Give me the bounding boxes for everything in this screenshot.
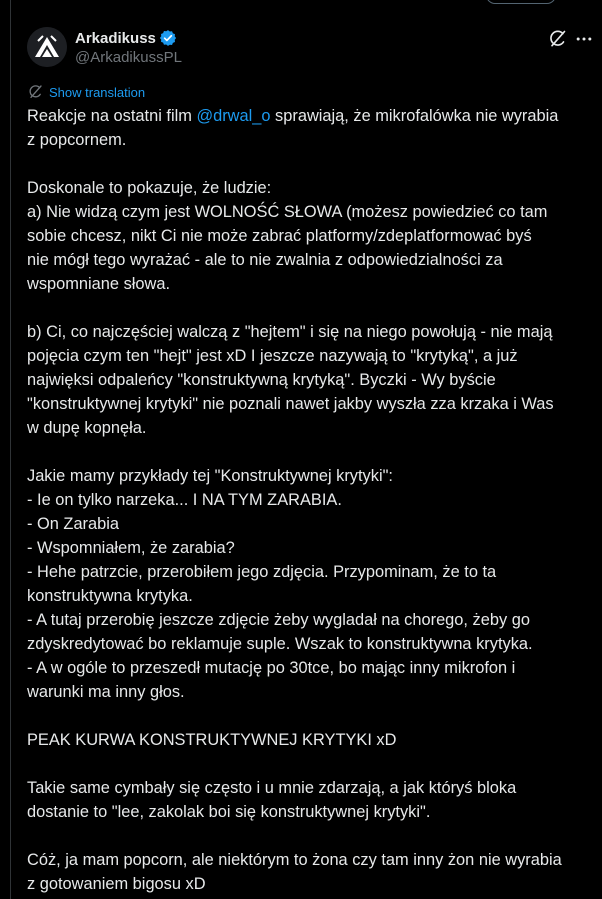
tweet-header bbox=[27, 27, 597, 69]
tweet-line: Reakcje na ostatni film @drwal_o sprawiają, że mikrofalówka nie wyrabia bbox=[27, 107, 559, 125]
tweet-lines bbox=[27, 128, 599, 896]
tweet-line: z popcornem. bbox=[27, 131, 127, 149]
tweet-line: - A w ogóle to przeszedł mutację po 30tce, bo mając inny mikrofon i bbox=[27, 659, 516, 677]
show-translation-link[interactable] bbox=[27, 84, 145, 100]
tweet-blank-line bbox=[27, 704, 599, 728]
grok-translate-icon bbox=[27, 84, 43, 100]
more-button[interactable] bbox=[573, 28, 595, 50]
tweet-line: zdyskredytować bo reklamuje suple. Wszak to konstruktywna krytyka. bbox=[27, 635, 533, 653]
tweet-line: wspomniane słowa. bbox=[27, 275, 171, 293]
tweet-line: Jakie mamy przykłady tej "Konstruktywnej krytyki": bbox=[27, 467, 393, 485]
tweet-line: konstruktywna krytyka. bbox=[27, 587, 193, 605]
author-handle[interactable]: @ArkadikussPL bbox=[75, 49, 182, 66]
tweet-line: "konstruktywnej krytyki" nie poznali nawet jakby wyszła zza krzaka i Was bbox=[27, 395, 554, 413]
grok-icon bbox=[547, 29, 567, 49]
tweet-text bbox=[27, 104, 599, 896]
tweet-line: w dupę kopnęła. bbox=[27, 419, 147, 437]
tweet-line: Cóż, ja mam popcorn, ale niektórym to żona czy tam inny żon nie wyrabia bbox=[27, 851, 562, 869]
author-names bbox=[75, 28, 182, 66]
tweet-line: Takie same cymbały się często i u mnie zdarzają, a jak któryś bloka bbox=[27, 779, 517, 797]
more-horizontal-icon bbox=[574, 29, 594, 49]
tweet-blank-line bbox=[27, 440, 599, 464]
tweet-line: najwięksi odpaleńcy "konstruktywną krytyką". Byczki - Wy byście bbox=[27, 371, 496, 389]
tweet-line: b) Ci, co najczęściej walczą z "hejtem" i się na niego powołują - nie mają bbox=[27, 323, 553, 341]
mention-link[interactable]: @drwal_o bbox=[196, 107, 271, 125]
verified-badge-icon[interactable] bbox=[159, 29, 177, 47]
avatar[interactable] bbox=[27, 27, 67, 67]
tweet-line: Doskonale to pokazuje, że ludzie: bbox=[27, 179, 272, 197]
tweet-line: - A tutaj przerobię jeszcze zdjęcie żeby wygladał na chorego, żeby go bbox=[27, 611, 530, 629]
mountain-logo-icon bbox=[27, 27, 67, 67]
tweet-line: dostanie to "lee, zakolak boi się konstruktywnej krytyki". bbox=[27, 803, 431, 821]
timeline-divider bbox=[10, 0, 11, 899]
top-button-edge[interactable] bbox=[486, 0, 556, 4]
tweet-blank-line bbox=[27, 752, 599, 776]
tweet-blank-line bbox=[27, 152, 599, 176]
tweet-blank-line bbox=[27, 296, 599, 320]
display-name[interactable]: Arkadikuss bbox=[75, 29, 156, 47]
tweet-line: PEAK KURWA KONSTRUKTYWNEJ KRYTYKI xD bbox=[27, 731, 397, 749]
tweet-line: - Hehe patrzcie, przerobiłem jego zdjęcia. Przypominam, że to ta bbox=[27, 563, 497, 581]
tweet-line: warunki ma inny głos. bbox=[27, 683, 185, 701]
tweet-line: z gotowaniem bigosu xD bbox=[27, 875, 206, 893]
tweet-line: - On Zarabia bbox=[27, 515, 120, 533]
tweet-line: pojęcia czym ten "hejt" jest xD I jeszcze nazywają to "krytyką", a już bbox=[27, 347, 518, 365]
grok-button[interactable] bbox=[546, 28, 568, 50]
tweet-line: nie mógł tego wyrażać - ale to nie zwalnia z odpowiedzialności za bbox=[27, 251, 503, 269]
tweet-blank-line bbox=[27, 824, 599, 848]
tweet-line: a) Nie widzą czym jest WOLNOŚĆ SŁOWA (możesz powiedzieć co tam bbox=[27, 203, 548, 221]
tweet-line: sobie chcesz, nikt Ci nie może zabrać platformy/zdeplatformować byś bbox=[27, 227, 532, 245]
display-name-row[interactable] bbox=[75, 28, 182, 48]
tweet-line: - Wspomniałem, że zarabia? bbox=[27, 539, 235, 557]
tweet-line: - Ie on tylko narzeka... I NA TYM ZARABIA. bbox=[27, 491, 342, 509]
show-translation-label[interactable]: Show translation bbox=[49, 84, 146, 100]
